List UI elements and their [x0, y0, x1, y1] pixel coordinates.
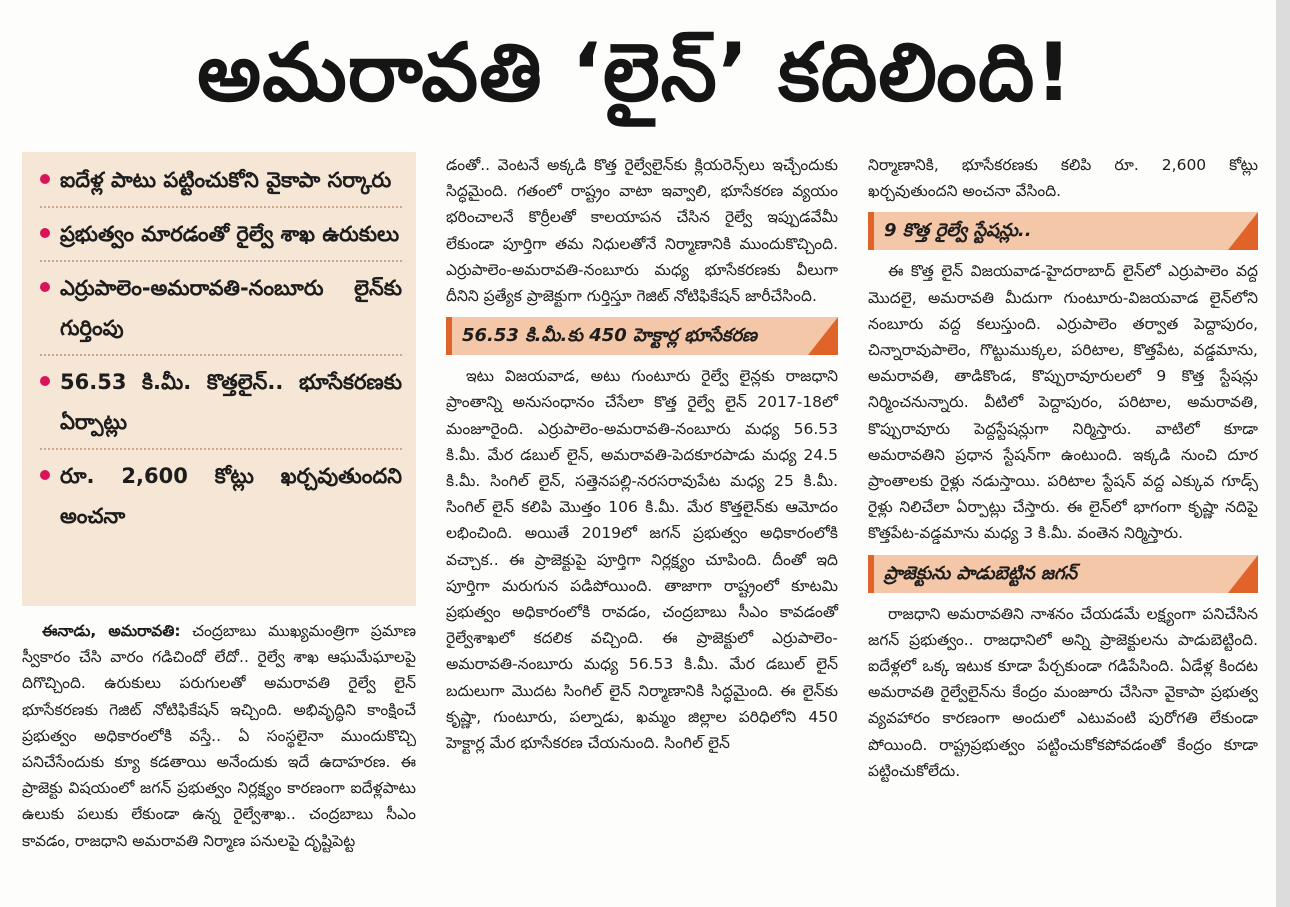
column-3	[868, 152, 1258, 784]
paragraph: నిర్మాణానికి, భూసేకరణకు కలిపి రూ. 2,600 కోట్లు ఖర్చవుతుందని అంచనా వేసింది.	[868, 156, 1258, 201]
headline: అమరావతి ‘లైన్’ కదిలింది!	[197, 26, 1073, 119]
column-2	[446, 152, 838, 756]
subheading: 56.53 కి.మీ.కు 450 హెక్టార్ల భూసేకరణ	[446, 317, 838, 355]
bullet-icon	[40, 174, 50, 184]
highlight-item: రూ. 2,600 కోట్లు ఖర్చవుతుందని అంచనా	[40, 456, 402, 542]
bullet-icon	[40, 376, 50, 386]
page-edge	[1276, 0, 1290, 907]
paragraph: డంతో.. వెంటనే అక్కడి కొత్త రైల్వేలైన్‌కు క్లియరెన్స్‌లు ఇచ్చేందుకు సిద్ధమైంది. గతంలో రాష్ట్రం వాటా ఇవ్వాలి, భూసేకరణ వ్యయం భరించాలనే కొర్రీలతో కాలయాపన చేసిన రైల్వే ఇప్పుడవేమీ లేకుండా పూర్తిగా తమ నిధులతోనే నిర్మాణానికి ముందుకొచ్చింది. ఎర్రుపాలెం-అమరావతి-నంబూరు మధ్య భూసేకరణకు వీలుగా దీనిని ప్రత్యేక ప్రాజెక్టుగా గుర్తిస్తూ గెజిట్ నోటిఫికేషన్ జారీచేసింది.	[446, 156, 838, 306]
bullet-icon	[40, 282, 50, 292]
corner-decoration	[1228, 212, 1258, 250]
column-1	[22, 152, 416, 854]
bullet-icon	[40, 470, 50, 480]
highlight-item: ఐదేళ్ల పాటు పట్టించుకోని వైకాపా సర్కారు	[40, 160, 402, 208]
bullet-icon	[40, 228, 50, 238]
article-body-1	[22, 618, 416, 854]
highlight-item: ప్రభుత్వం మారడంతో రైల్వే శాఖ ఉరుకులు	[40, 214, 402, 262]
corner-decoration	[808, 317, 838, 355]
highlights-box	[22, 152, 416, 606]
paragraph: ఇటు విజయవాడ, అటు గుంటూరు రైల్వే లైన్లకు రాజధాని ప్రాంతాన్ని అనుసంధానం చేసేలా కొత్త రైల్వే లైన్ 2017-18లో మంజూరైంది. ఎర్రుపాలెం-అమరావతి-నంబూరు మధ్య 56.53 కి.మీ. మేర డబుల్ లైన్, అమరావతి-పెదకూరపాడు మధ్య 24.5 కి.మీ. సింగిల్ లైన్, సత్తెనపల్లి-నరసరావుపేట మధ్య 25 కి.మీ. సింగిల్ లైన్ కలిపి మొత్తం 106 కి.మీ. మేర కొత్తలైన్‌కు ఆమోదం లభించింది. అయితే 2019లో జగన్ ప్రభుత్వం అధికారంలోకి వచ్చాక.. ఈ ప్రాజెక్టుపై పూర్తిగా నిర్లక్ష్యం చూపింది. దీంతో ఇది పూర్తిగా మరుగున పడిపోయింది. తాజాగా రాష్ట్రంలో కూటమి ప్రభుత్వం అధికారంలోకి రావడం, చంద్రబాబు సీఎం కావడంతో రైల్వేశాఖలో కదలిక వచ్చింది. ఈ ప్రాజెక్టులో ఎర్రుపాలెం-అమరావతి-నంబూరు మధ్య 56.53 కి.మీ. మేర డబుల్ లైన్ బదులుగా మొదట సింగిల్ లైన్ నిర్మాణానికి సిద్ధమైంది. ఈ లైన్‌కు కృష్ణా, గుంటూరు, పల్నాడు, ఖమ్మం జిల్లాల పరిధిలోని 450 హెక్టార్ల మేర భూసేకరణ చేయనుంది. సింగిల్ లైన్	[446, 367, 838, 753]
highlight-item: ఎర్రుపాలెం-అమరావతి-నంబూరు లైన్‌కు గుర్తింపు	[40, 268, 402, 356]
subheading: 9 కొత్త రైల్వే స్టేషన్లు..	[868, 212, 1258, 250]
highlight-item: 56.53 కి.మీ. కొత్తలైన్.. భూసేకరణకు ఏర్పాట్లు	[40, 362, 402, 450]
paragraph: రాజధాని అమరావతిని నాశనం చేయడమే లక్ష్యంగా పనిచేసిన జగన్ ప్రభుత్వం.. రాజధానిలో అన్ని ప్రాజెక్టులను పాడుబెట్టింది. ఐదేళ్లలో ఒక్క ఇటుక కూడా పేర్చకుండా గడిపేసింది. ఏడేళ్ల కిందట అమరావతి రైల్వేలైన్‌ను కేంద్రం మంజూరు చేసినా వైకాపా ప్రభుత్వ వ్యవహారం కారణంగా అందులో ఎటువంటి పురోగతి లేకుండా పోయింది. రాష్ట్రప్రభుత్వం పట్టించుకోకపోవడంతో కేంద్రం కూడా పట్టించుకోలేదు.	[868, 604, 1258, 780]
subheading: ప్రాజెక్టును పాడుబెట్టిన జగన్	[868, 555, 1258, 593]
dateline: ఈనాడు, అమరావతి:	[42, 622, 181, 640]
corner-decoration	[1228, 555, 1258, 593]
paragraph: ఈ కొత్త లైన్ విజయవాడ-హైదరాబాద్ లైన్‌లో ఎర్రుపాలెం వద్ద మొదలై, అమరావతి మీదుగా గుంటూరు-విజయవాడ లైన్‌లోని నంబూరు వద్ద కలుస్తుంది. ఎర్రుపాలెం తర్వాత పెద్దాపురం, చిన్నారావుపాలెం, గొట్టుముక్కల, పరిటాల, కొత్తపేట, వడ్డమాను, అమరావతి, తాడికొండ, కొప్పురావూరులలో 9 కొత్త స్టేషన్లు నిర్మించనున్నారు. వీటిలో పెద్దాపురం, పరిటాల, అమరావతి, కొప్పురావూరు పెద్దస్టేషన్లుగా నిర్మిస్తారు. వాటిలో కూడా అమరావతిని ప్రధాన స్టేషన్‌గా ఉంటుంది. ఇక్కడి నుంచి దూర ప్రాంతాలకు రైళ్లు నడుస్తాయి. పరిటాల స్టేషన్ వద్ద ఎక్కువ గూడ్స్ రైళ్లు నిలిచేలా ఏర్పాట్లు చేస్తారు. ఈ లైన్‌లో భాగంగా కృష్ణా నదిపై కొత్తపేట-వడ్డమాను మధ్య 3 కి.మీ. వంతెన నిర్మిస్తారు.	[868, 262, 1258, 543]
paragraph: చంద్రబాబు ముఖ్యమంత్రిగా ప్రమాణ స్వీకారం చేసి వారం గడిచిందో లేదో.. రైల్వే శాఖ ఆఘమేఘాలపై దిగొచ్చింది. ఉరుకులు పరుగులతో అమరావతి రైల్వే లైన్ భూసేకరణకు గెజిట్ నోటిఫికేషన్ ఇచ్చింది. అభివృద్ధిని కాంక్షించే ప్రభుత్వం అధికారంలోకి వస్తే.. ఏ సంస్థలైనా ముందుకొచ్చి పనిచేసేందుకు క్యూ కడతాయి అనేందుకు ఇదే ఉదాహరణ. ఈ ప్రాజెక్టు విషయంలో జగన్ ప్రభుత్వం నిర్లక్ష్యం కారణంగా ఐదేళ్లపాటు ఉలుకు పలుకు లేకుండా ఉన్న రైల్వేశాఖ.. చంద్రబాబు సీఎం కావడం, రాజధాని అమరావతి నిర్మాణ పనులపై దృష్టిపెట్ట	[22, 622, 416, 850]
